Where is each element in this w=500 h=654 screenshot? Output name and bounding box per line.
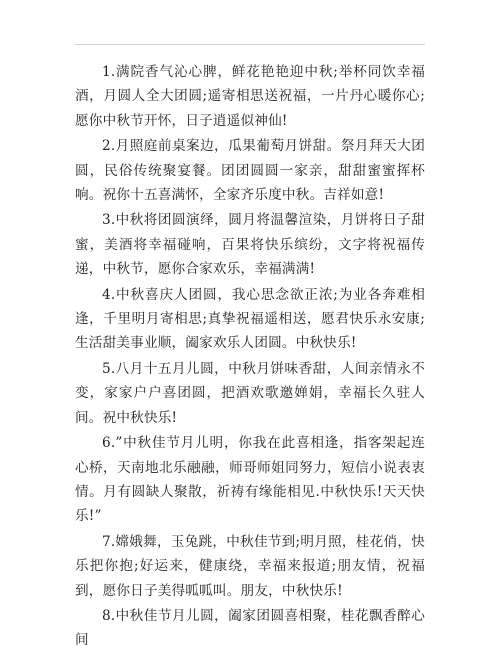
paragraph-3: 3.中秋将团圆演绎，圆月将温馨渲染，月饼将日子甜蜜，美酒将幸福碰响，百果将快乐缤纷，文字将祝福传递，中秋节，愿你合家欢乐，幸福满满! xyxy=(75,212,425,278)
document-body xyxy=(75,60,425,654)
paragraph-4: 4.中秋喜庆人团圆，我心思念欲正浓;为业各奔难相逢，千里明月寄相思;真挚祝福遥相送，愿君快乐永安康;生活甜美事业顺，阖家欢乐人团圆。中秋快乐! xyxy=(75,286,425,352)
paragraph-1: 1.满院香气沁心脾，鲜花艳艳迎中秋;举杯同饮幸福酒，月圆人全大团圆;遥寄相思送祝福，一片丹心暖你心;愿你中秋节开怀，日子逍遥似神仙! xyxy=(75,64,425,129)
top-divider xyxy=(75,44,425,45)
paragraph-2: 2.月照庭前桌案边，瓜果葡萄月饼甜。祭月拜天大团圆，民俗传统聚宴餐。团团圆圆一家亲，甜甜蜜蜜挥杯响。祝你十五喜满怀，全家齐乐度中秋。吉祥如意! xyxy=(75,138,425,204)
paragraph-5: 5.八月十五月儿圆，中秋月饼味香甜，人间亲情永不变，家家户户喜团圆，把酒欢歌邀婵娟，幸福长久驻人间。祝中秋快乐! xyxy=(75,360,425,426)
paragraph-8: 8.中秋佳节月儿圆，阖家团圆喜相聚，桂花飘香醉心间 xyxy=(75,607,425,649)
paragraph-7: 7.嫦娥舞，玉兔跳，中秋佳节到;明月照，桂花俏，快乐把你抱;好运来，健康绕，幸福来报道;朋友情，祝福到，愿你日子美得呱呱叫。朋友，中秋快乐! xyxy=(75,533,425,599)
paragraph-6: 6.”中秋佳节月儿明，你我在此喜相逢，指客架起连心桥，天南地北乐融融，师哥师姐同努力，短信小说表衷情。月有圆缺人聚散，祈祷有缘能相见.中秋快乐!天天快乐!” xyxy=(75,435,425,525)
